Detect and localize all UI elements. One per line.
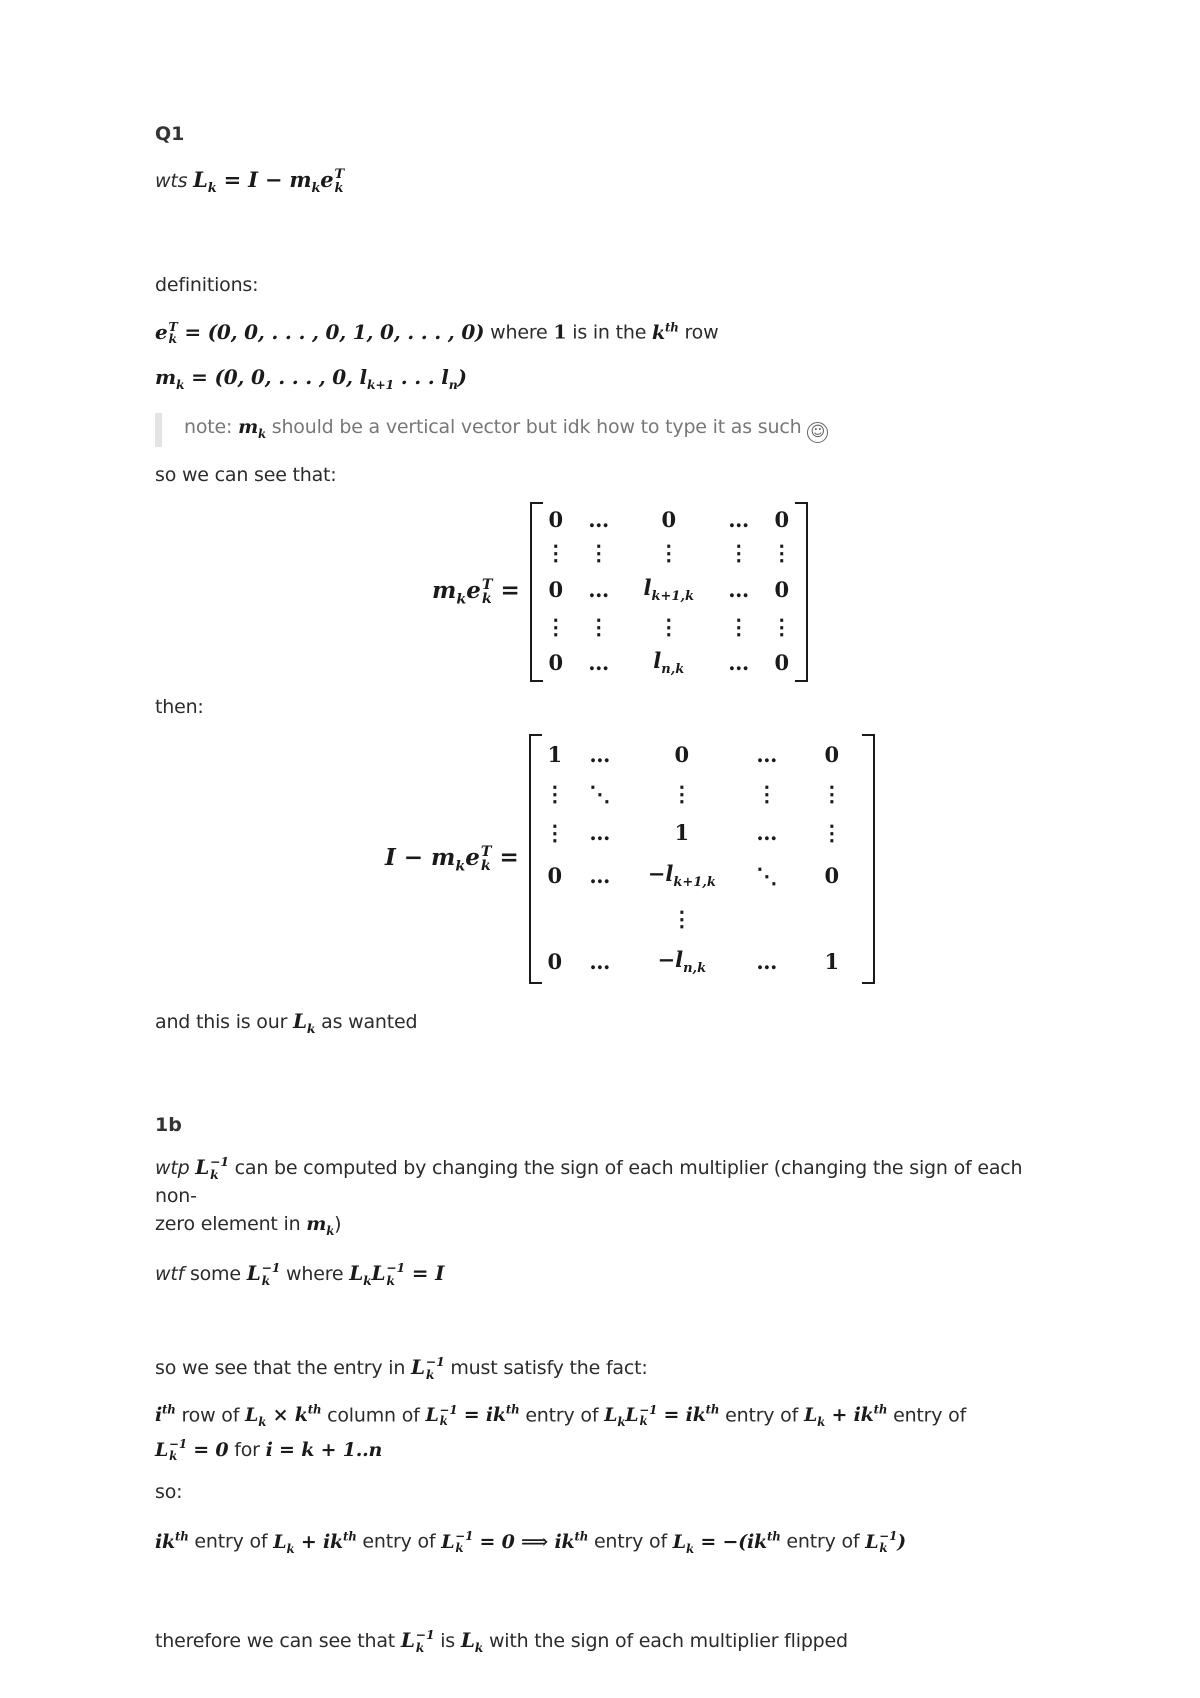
definitions-label: definitions: xyxy=(155,274,259,297)
matrix2-table xyxy=(542,734,862,984)
matrix-cell: ⋮ xyxy=(821,820,843,846)
matrix-row xyxy=(543,643,795,682)
matrix-cell: ⋮ xyxy=(544,820,566,846)
therefore-text-1: therefore we can see that xyxy=(155,1630,396,1653)
matrix-row xyxy=(543,536,795,570)
matrix1-table xyxy=(543,502,795,682)
q1-heading: Q1 xyxy=(155,123,185,145)
fact-ith: $i^{th}$ xyxy=(155,1403,176,1427)
matrix-cell: ⋮ xyxy=(756,780,778,806)
ek-text-row: row xyxy=(684,321,719,344)
and-this-lk: $L_k$ xyxy=(293,1009,316,1037)
then-text: then: xyxy=(155,696,204,719)
matrix2-right-bracket xyxy=(862,734,875,984)
entry-math: L −1 k xyxy=(411,1354,445,1382)
matrix-row xyxy=(542,853,862,899)
wts-line xyxy=(155,166,1045,203)
matrix-cell: 1 xyxy=(547,741,563,767)
matrix-cell: ⋮ xyxy=(545,613,567,639)
wtp-label: wtp xyxy=(155,1157,190,1180)
wts-label: wts xyxy=(155,170,188,192)
matrix-cell: … xyxy=(589,948,611,974)
matrix-cell: 0 xyxy=(774,506,790,532)
matrix-cell: 0 xyxy=(548,506,564,532)
matrix-cell: … xyxy=(756,820,778,846)
fact-inv-eq-ik: L −1 k = $ik^{th}$ xyxy=(425,1402,520,1429)
matrix-cell: 1 xyxy=(674,820,690,846)
fact-lk-times-kth: $L_k \times k^{th}$ xyxy=(245,1403,322,1430)
matrix1 xyxy=(530,502,808,682)
so-inv-close: L −1 k ) xyxy=(865,1528,906,1555)
and-this-line xyxy=(155,1007,1045,1043)
matrix-cell xyxy=(732,899,802,938)
wtf-math-1: L −1 k xyxy=(246,1260,281,1288)
matrix-cell: ⋮ xyxy=(728,540,750,566)
matrix-cell: 0 xyxy=(661,506,677,532)
therefore-inv: L −1 k xyxy=(400,1627,435,1655)
matrix-cell: ⋮ xyxy=(821,780,843,806)
matrix-cell: 0 xyxy=(548,650,564,676)
so-text: so: xyxy=(155,1481,183,1504)
grin-emoji-icon: ☺ xyxy=(807,422,828,443)
matrix-cell: $l_{k+1,k}$ xyxy=(643,574,695,605)
mk-math: $m_k = (0$, 0, . . . , 0, $l_{k+1}$ . . . $l_n$) xyxy=(155,364,467,392)
matrix-cell: 0 xyxy=(774,650,790,676)
so-entry-of-2: entry of xyxy=(362,1530,436,1553)
matrix-row xyxy=(542,774,862,813)
matrix-cell xyxy=(802,899,862,938)
wtf-label: wtf xyxy=(155,1263,185,1286)
fact-column-of: column of xyxy=(327,1404,420,1427)
wtp-paragraph xyxy=(155,1153,1045,1245)
fact-entry-of-3: entry of xyxy=(893,1404,967,1427)
matrix-row xyxy=(542,899,862,938)
wtf-text-some: some xyxy=(189,1263,241,1286)
ek-text-where: where xyxy=(490,321,548,344)
matrix-cell: 0 xyxy=(548,576,564,602)
q1b-heading: 1b xyxy=(155,1114,182,1137)
fact-lk-lkinv-eq-ik: $L_kL$ −1 k = $ik^{th}$ xyxy=(604,1402,720,1430)
matrix-cell: 0 xyxy=(824,741,840,767)
matrix-cell: 0 xyxy=(547,863,563,889)
so-lk-eq-neg: $L_k = -(ik^{th}$ xyxy=(672,1529,781,1556)
matrix2 xyxy=(529,734,875,984)
so-ik-1: $ik^{th}$ xyxy=(155,1529,189,1553)
matrix1-right-bracket xyxy=(795,502,808,682)
matrix-cell: ⋮ xyxy=(588,613,610,639)
so-entry-of-1: entry of xyxy=(194,1530,268,1553)
matrix-cell: ⋮ xyxy=(771,613,793,639)
wtp-close: ) xyxy=(334,1213,342,1236)
matrix-cell: ⋮ xyxy=(588,540,610,566)
note-text: should be a vertical vector but idk how to type it as such xyxy=(271,415,802,438)
wtf-line xyxy=(155,1259,1045,1295)
fact-for: for xyxy=(234,1439,260,1462)
wtp-text: can be computed by changing the sign of each multiplier (changing the sign of each non- xyxy=(155,1157,1023,1208)
matrix-cell: 0 xyxy=(774,576,790,602)
as-wanted-text: as wanted xyxy=(321,1011,418,1034)
matrix-cell: ⋮ xyxy=(771,540,793,566)
matrix-cell: ⋱ xyxy=(756,863,778,889)
matrix-cell: … xyxy=(756,948,778,974)
matrix-cell: $-l_{k+1,k}$ xyxy=(647,861,716,891)
matrix-cell: $l_{n,k}$ xyxy=(653,648,685,678)
matrix-cell: … xyxy=(589,863,611,889)
ek-kth: $k^{th}$ xyxy=(652,320,679,344)
matrix1-left-bracket xyxy=(530,502,543,682)
therefore-lk: $L_k$ xyxy=(460,1628,484,1656)
matrix-cell: ⋱ xyxy=(589,780,611,806)
matrix-cell: ⋮ xyxy=(545,540,567,566)
ek-text-is-in: is in the xyxy=(572,321,647,344)
matrix-cell: ⋮ xyxy=(671,905,693,931)
matrix-cell: ⋮ xyxy=(544,780,566,806)
fact-inv-eq-zero: L −1 k = 0 xyxy=(155,1437,229,1464)
matrix-row xyxy=(543,609,795,643)
note-mk: $m_k$ xyxy=(238,415,266,441)
matrix-cell xyxy=(542,899,568,938)
and-this-text: and this is our xyxy=(155,1011,288,1034)
matrix-cell: … xyxy=(728,650,750,676)
matrix-cell: … xyxy=(728,506,750,532)
matrix-row xyxy=(542,813,862,852)
matrix-cell: ⋮ xyxy=(658,613,680,639)
matrix-cell: 0 xyxy=(824,863,840,889)
fact-entry-of-1: entry of xyxy=(525,1404,599,1427)
matrix2-left-bracket xyxy=(529,734,542,984)
matrix-cell: … xyxy=(728,576,750,602)
wtp-text-2: zero element in xyxy=(155,1213,301,1236)
matrix-cell: … xyxy=(588,576,610,602)
fact-row-of: row of xyxy=(181,1404,240,1427)
matrix-cell: … xyxy=(589,741,611,767)
matrix-cell: 1 xyxy=(824,948,840,974)
matrix-cell: … xyxy=(588,650,610,676)
matrix-row xyxy=(543,502,795,536)
therefore-text-3: with the sign of each multiplier flipped xyxy=(488,1630,848,1653)
matrix-cell: 0 xyxy=(674,741,690,767)
matrix-cell xyxy=(568,899,632,938)
fact-range: i = k + 1..n xyxy=(265,1439,383,1462)
fact-lk-plus-ik: $L_k + ik^{th}$ xyxy=(803,1403,888,1430)
so-entry-of-3: entry of xyxy=(593,1530,667,1553)
matrix1-lhs: $m_ke$ T k = xyxy=(432,576,520,608)
matrix-cell: … xyxy=(589,820,611,846)
ek-definition xyxy=(155,313,1045,346)
fact-entry-of-2: entry of xyxy=(725,1404,799,1427)
matrix-cell: … xyxy=(588,506,610,532)
so-lk-plus-ik: $L_k + ik^{th}$ xyxy=(273,1529,357,1556)
wtp-mk: $m_k$ xyxy=(306,1213,335,1239)
so-entry-of-4: entry of xyxy=(786,1530,860,1553)
matrix-cell: ⋮ xyxy=(658,540,680,566)
wtf-math-2: $L_kL$ −1 k = I xyxy=(349,1260,445,1289)
note-blockquote xyxy=(155,413,1045,448)
entry-text-2: must satisfy the fact: xyxy=(450,1357,648,1380)
wts-math: $L_k = I - m_ke$ T k xyxy=(193,167,344,197)
matrix-cell: $-l_{n,k}$ xyxy=(657,946,707,976)
matrix-row xyxy=(543,570,795,609)
entry-text-1: so we see that the entry in xyxy=(155,1357,406,1380)
wtf-text-where: where xyxy=(286,1263,344,1286)
matrix-cell: 0 xyxy=(547,948,563,974)
note-label: note: xyxy=(184,415,233,438)
wtp-math: L −1 k xyxy=(195,1154,229,1182)
matrix-row xyxy=(542,734,862,773)
so-implies: L −1 k = 0 ⟹ $ik^{th}$ xyxy=(441,1528,589,1555)
so-equation xyxy=(155,1522,1045,1562)
matrix-row xyxy=(542,938,862,984)
matrix2-lhs: $I - m_ke$ T k = xyxy=(385,843,519,875)
entry-line xyxy=(155,1353,1045,1382)
matrix1-equation xyxy=(432,497,1045,687)
ek-math: e T k = (0, 0, . . . , 0, 1, 0, . . . , 0) xyxy=(155,318,485,347)
matrix-cell: … xyxy=(756,741,778,767)
therefore-text-is: is xyxy=(440,1630,455,1653)
matrix-cell: ⋮ xyxy=(671,780,693,806)
fact-paragraph xyxy=(155,1396,1045,1464)
see-that-text: so we can see that: xyxy=(155,464,337,487)
mk-definition xyxy=(155,363,1045,399)
therefore-line xyxy=(155,1626,1045,1662)
ek-one: 1 xyxy=(553,321,567,344)
matrix-cell: ⋮ xyxy=(728,613,750,639)
matrix2-equation xyxy=(385,729,1045,989)
